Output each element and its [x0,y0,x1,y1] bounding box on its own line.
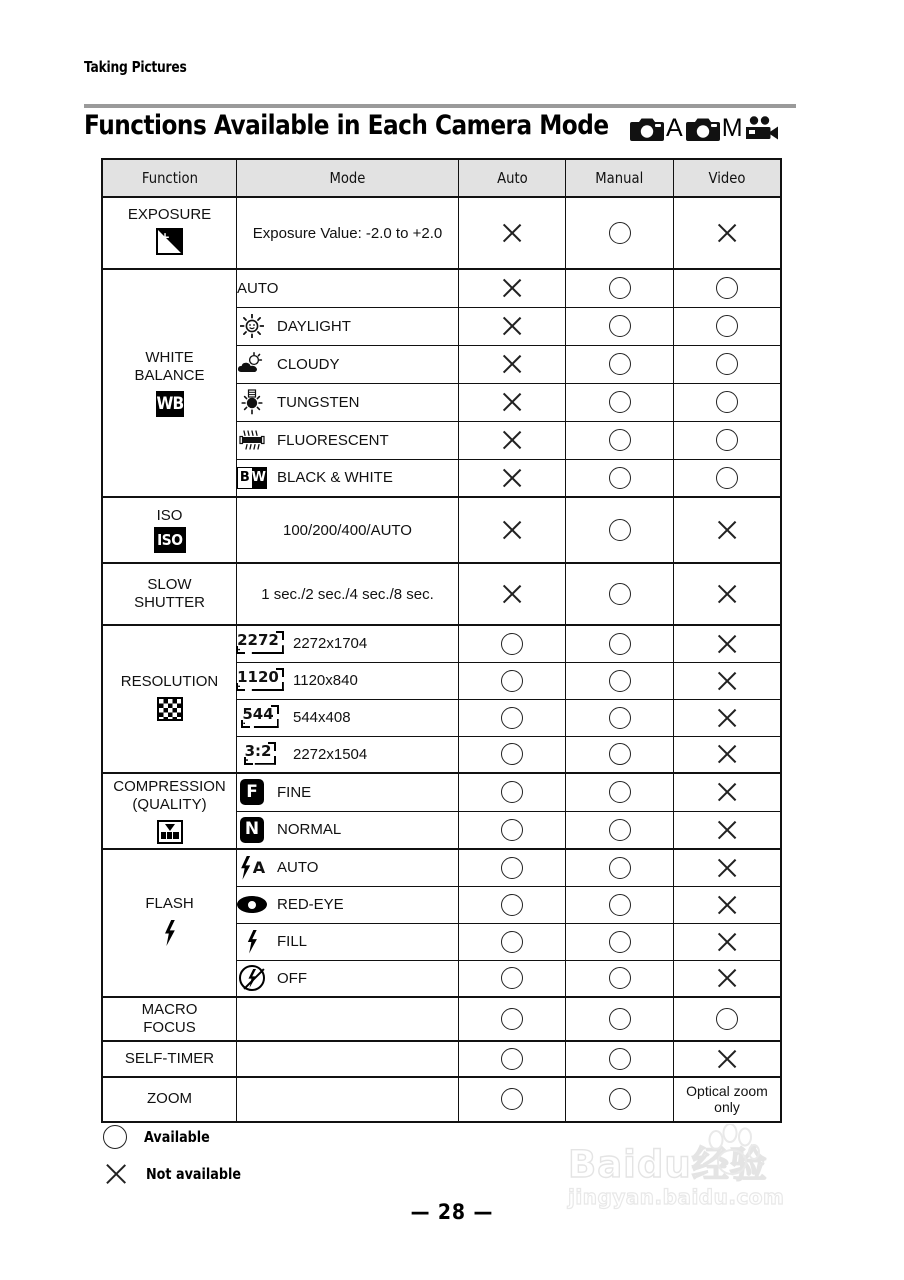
function-cell-slow-shutter [103,563,237,625]
availability-manual [566,736,674,773]
function-cell-flash [103,849,237,997]
not-available-icon [500,466,524,490]
function-label: SELF-TIMER [124,1050,215,1068]
availability-video [674,960,781,997]
availability-video [674,662,781,699]
mode-cell: N NORMAL [237,811,459,849]
availability-auto [459,849,566,886]
not-available-icon [715,632,739,656]
available-icon [716,353,738,375]
mode-cell: RED-EYE [237,886,459,923]
availability-video [674,736,781,773]
table-row [103,563,781,625]
table-row [103,849,781,886]
availability-auto [459,960,566,997]
availability-manual [566,849,674,886]
function-label-line1: WHITE [145,349,194,367]
mode-cell: 1 sec./2 sec./4 sec./8 sec. [237,563,459,625]
availability-manual [566,497,674,563]
watermark [568,1143,868,1209]
black-white-icon: B W [237,467,267,489]
availability-auto [459,997,566,1041]
page-title: Functions Available in Each Camera Mode [84,110,609,141]
header-divider [84,104,796,108]
available-icon [501,857,523,879]
not-available-icon [500,428,524,452]
available-icon [609,277,631,299]
available-icon [609,583,631,605]
availability-video [674,563,781,625]
camera-icon [630,116,664,143]
function-label-line2: SHUTTER [134,594,205,611]
checkerboard-resolution-icon [103,697,236,726]
availability-video [674,811,781,849]
not-available-icon [500,221,524,245]
mode-cell: 100/200/400/AUTO [237,497,459,563]
available-icon [609,315,631,337]
functions-matrix-table [102,159,781,1122]
available-icon [609,1048,631,1070]
mode-cell: 544 544x408 [237,699,459,736]
function-cell-zoom [103,1077,237,1121]
mode-cell: FILL [237,923,459,960]
flash-auto-icon: A [237,856,267,880]
sun-icon [237,314,267,338]
mode-cell: OFF [237,960,459,997]
table-row [103,997,781,1041]
available-icon [103,1125,127,1149]
red-eye-icon [237,896,267,913]
availability-manual [566,960,674,997]
availability-video [674,497,781,563]
mode-badge-a-label: A [666,113,683,142]
mode-cell: B W BLACK & WHITE [237,459,459,497]
not-available-icon [715,1047,739,1071]
availability-manual [566,625,674,662]
not-available-icon [103,1161,129,1187]
table-row [103,773,781,811]
availability-auto [459,459,566,497]
table-row [103,625,781,662]
mode-cell: DAYLIGHT [237,307,459,345]
table-row [103,1041,781,1077]
not-available-icon [715,706,739,730]
mode-cell: 3:2 2272x1504 [237,736,459,773]
not-available-icon [500,518,524,542]
available-icon [716,277,738,299]
not-available-icon [500,276,524,300]
availability-auto [459,625,566,662]
availability-auto [459,736,566,773]
availability-manual [566,699,674,736]
legend-item-available [103,1118,503,1155]
not-available-icon [715,966,739,990]
availability-video [674,923,781,960]
availability-video [674,383,781,421]
mode-cell [237,1041,459,1077]
not-available-icon [715,930,739,954]
available-icon [609,967,631,989]
availability-video [674,421,781,459]
function-cell-compression [103,773,237,849]
availability-video [674,197,781,269]
function-label-line1: SLOW [147,576,192,594]
function-label: ZOOM [147,1090,192,1108]
function-label-line1: MACRO [141,1001,198,1019]
availability-auto [459,773,566,811]
availability-video [674,1077,781,1121]
availability-auto [459,662,566,699]
availability-manual [566,886,674,923]
wb-icon: WB [103,391,236,417]
column-header-function: Function [103,160,237,198]
not-available-icon [715,856,739,880]
camera-icon [686,116,720,143]
not-available-icon [715,582,739,606]
available-icon [609,467,631,489]
function-label-line1: COMPRESSION [113,778,226,796]
availability-manual [566,923,674,960]
available-icon [609,633,631,655]
available-icon [609,353,631,375]
fine-quality-icon: F [237,779,267,805]
legend [103,1118,503,1192]
function-cell-macro-focus [103,997,237,1041]
not-available-icon [500,390,524,414]
available-icon [501,967,523,989]
legend-item-not-available [103,1155,503,1192]
running-head: Taking Pictures [84,58,187,76]
column-header-video: Video [674,160,781,198]
mode-cell: A AUTO [237,849,459,886]
res-2272-icon: 2272 [237,633,283,654]
available-icon [716,429,738,451]
function-label: ISO [156,506,183,524]
availability-auto [459,563,566,625]
available-icon [609,670,631,692]
available-icon [609,781,631,803]
res-1120-icon: 1120 [237,670,283,691]
mode-cell: CLOUDY [237,345,459,383]
normal-quality-icon: N [237,817,267,843]
availability-manual [566,383,674,421]
fluorescent-tube-icon [237,429,267,451]
tungsten-bulb-icon [237,389,267,415]
availability-manual [566,421,674,459]
video-camera-icon [746,116,778,143]
available-icon [609,894,631,916]
available-icon [501,894,523,916]
exposure-compensation-icon: + – [103,228,236,260]
mode-cell [237,1077,459,1121]
function-label-line2: FOCUS [143,1019,196,1036]
available-icon [716,1008,738,1030]
availability-manual [566,773,674,811]
availability-video [674,699,781,736]
available-icon [609,931,631,953]
not-available-icon [715,221,739,245]
paw-print-icon [704,1124,760,1176]
not-available-icon [715,669,739,693]
availability-manual [566,997,674,1041]
available-icon [501,819,523,841]
availability-video [674,625,781,662]
available-icon [609,222,631,244]
column-header-mode: Mode [237,160,459,198]
iso-icon: ISO [103,527,236,553]
available-icon [501,707,523,729]
available-icon [609,519,631,541]
availability-manual [566,459,674,497]
table-row [103,497,781,563]
availability-auto [459,197,566,269]
availability-auto [459,345,566,383]
function-cell-resolution [103,625,237,773]
function-cell-self-timer [103,1041,237,1077]
not-available-icon [715,518,739,542]
not-available-icon [715,742,739,766]
mode-badge-m-label: M [721,113,743,142]
res-3-2-icon: 3:2 [237,744,283,765]
available-icon [501,743,523,765]
video-note-line1: Optical zoom [686,1083,768,1100]
available-icon [609,391,631,413]
available-icon [501,781,523,803]
available-icon [716,315,738,337]
availability-auto [459,497,566,563]
availability-manual [566,269,674,307]
availability-auto [459,383,566,421]
compression-icon [103,818,236,844]
mode-cell: TUNGSTEN [237,383,459,421]
legend-label: Not available [146,1164,241,1183]
function-label-line2: BALANCE [134,367,205,384]
availability-video [674,269,781,307]
available-icon [501,1088,523,1110]
function-cell-white-balance [103,269,237,497]
availability-manual [566,1077,674,1121]
availability-auto [459,1041,566,1077]
available-icon [501,931,523,953]
column-header-manual: Manual [566,160,674,198]
availability-auto [459,421,566,459]
watermark-brand: Baidu经验 [568,1143,768,1186]
not-available-icon [500,582,524,606]
available-icon [609,743,631,765]
availability-video [674,459,781,497]
not-available-icon [500,352,524,376]
mode-cell: Exposure Value: -2.0 to +2.0 [237,197,459,269]
available-icon [716,467,738,489]
availability-video [674,997,781,1041]
availability-manual [566,345,674,383]
available-icon [716,391,738,413]
cloud-icon [237,352,267,376]
column-header-auto: Auto [459,160,566,198]
table-row [103,1077,781,1121]
availability-video [674,773,781,811]
function-label: RESOLUTION [120,672,219,690]
available-icon [609,1088,631,1110]
available-icon [609,857,631,879]
mode-cell [237,997,459,1041]
mode-cell: FLUORESCENT [237,421,459,459]
video-note-line2: only [714,1099,740,1116]
availability-manual [566,811,674,849]
function-cell-iso [103,497,237,563]
available-icon [609,707,631,729]
mode-cell: F FINE [237,773,459,811]
availability-auto [459,269,566,307]
available-icon [501,633,523,655]
availability-video [674,849,781,886]
page-number: — 28 — [410,1200,494,1224]
availability-auto [459,886,566,923]
mode-badge-group [630,112,778,146]
availability-auto [459,307,566,345]
availability-video [674,886,781,923]
availability-manual [566,1041,674,1077]
availability-auto [459,1077,566,1121]
availability-video [674,1041,781,1077]
table-row [103,269,781,307]
watermark-url: jingyan.baidu.com [568,1185,785,1209]
available-icon [501,1048,523,1070]
availability-manual [566,662,674,699]
flash-fill-icon [237,930,267,954]
not-available-icon [715,818,739,842]
availability-manual [566,563,674,625]
flash-off-icon [237,965,267,991]
function-cell-exposure [103,197,237,269]
not-available-icon [715,893,739,917]
available-icon [501,1008,523,1030]
availability-video [674,345,781,383]
legend-label: Available [144,1127,210,1146]
function-label: EXPOSURE [127,206,212,224]
available-icon [609,819,631,841]
availability-manual [566,197,674,269]
mode-cell: 2272 2272x1704 [237,625,459,662]
available-icon [609,1008,631,1030]
available-icon [609,429,631,451]
function-label-line2: (QUALITY) [132,795,207,813]
available-icon [501,670,523,692]
availability-video [674,307,781,345]
not-available-icon [715,780,739,804]
mode-cell: AUTO [237,269,459,307]
availability-auto [459,811,566,849]
table-row [103,197,781,269]
function-label: FLASH [145,895,194,913]
availability-auto [459,923,566,960]
flash-bolt-icon [103,920,236,951]
availability-auto [459,699,566,736]
mode-cell: 1120 1120x840 [237,662,459,699]
not-available-icon [500,314,524,338]
table-header-row [103,160,781,198]
availability-manual [566,307,674,345]
res-544-icon: 544 [237,707,283,728]
